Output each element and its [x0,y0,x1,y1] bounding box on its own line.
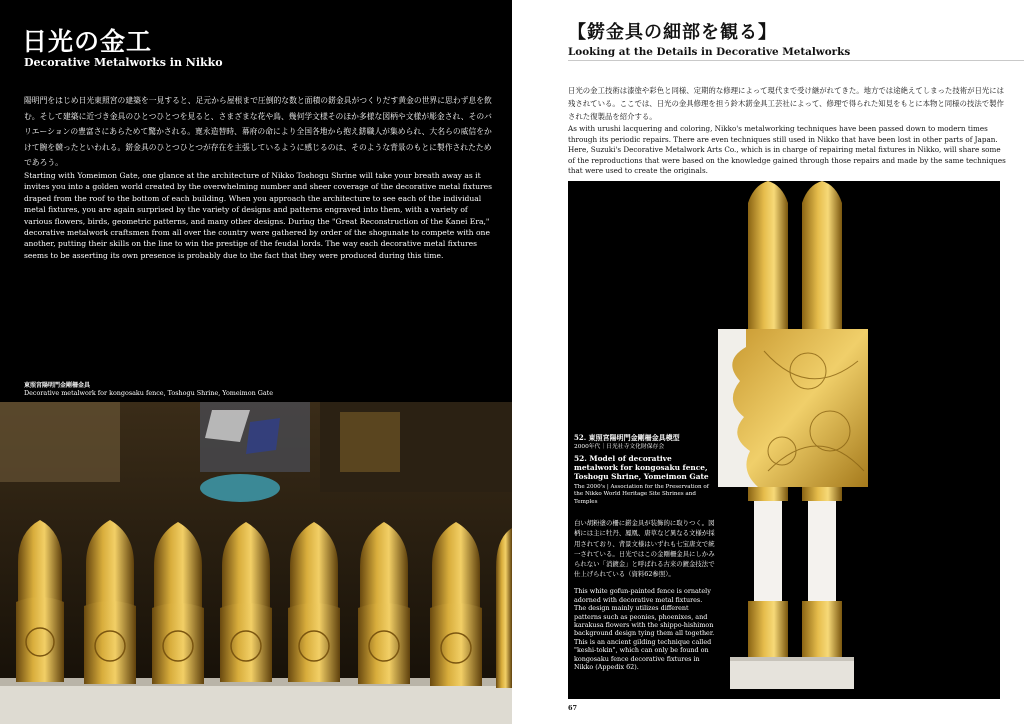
fence-model-photo [568,181,1000,699]
intro-text-jp: 陽明門をはじめ日光東照宮の建築を一見すると、足元から屋根まで圧倒的な数と面積の錺金具がつくりだす黄金の世界に思わず息を飲む。そして建築に近づき金具のひとつひとつを見ると、さまざまな花や鳥、幾何学文様そのほか多様な図柄や文様が彫金され、そのバリエーションの豊富さにあらためて驚かされる。寛永造替時、幕府の命により全国各地から抱え錺職人が集められ、大名らの威信をかけて腕を競ったといわれる。錺金具のひとつひとつが存在を主張しているように感じるのは、そのような背景のもとに製作されたためであろう。 [24,96,492,167]
right-page [512,0,1024,724]
section-heading-jp: 【錺金具の細部を観る】 [568,22,777,43]
figure-date-jp: 2000年代｜日光社寺文化財保存会 [574,444,665,450]
figure-description-en: This white gofun-painted fence is ornately adorned with decorative metal fixtures. The design mainly utilizes different patterns such as peonies, phoenixes, and karakusa flowers with the shippo-hishimon background design tying them all together. This is an ancient gilding technique called "keshi-tokin", which can only be found on kongosaku fence decorative fixtures in Nikko (Appedix 62). [574,587,715,672]
gate-fence-photo [0,402,512,724]
figure-credit: The 2000's | Association for the Preservation of the Nikko World Heritage Site Shrines and Temples [574,484,709,505]
figure-title-en: 52. Model of decorative metalwork for kongosaku fence, Toshogu Shrine, Yomeimon Gate [574,454,709,481]
intro-text-en: Starting with Yomeimon Gate, one glance at the architecture of Nikko Toshogu Shrine will take your breath away as it invites you into a golden world created by the overwhelming number and sheer coverage of the decorative metal fixtures draped from the roof to the bottom of each building. When you approach the architecture to see each of the individual metal fixtures, you are again surprised by the variety of designs and patterns engraved into them, with a variety of various flowers, birds, geometric patterns, and many other designs. During the "Great Reconstruction of the Kanei Era," decorative metalwork craftsmen from all over the country were gathered by order of the shogunate to compete with one another, putting their skills on the line to win the prestige of the feudal lords. The way each decorative metal fixtures seems to be asserting its own presence is probably due to the fact that they were produced during this time. [24,171,493,260]
figure-description-jp: 白い胡粉塗の柵に錺金具が装飾的に取りつく。図柄には主に牡丹、鳳凰、唐草など異なる文様が採用されており、背景文様はいずれも七宝唐文で統一されている。日光ではこの金剛柵金具にしかみられない「消鍍金」と呼ばれる古来の鍍金技法で仕上げられている（資料62参照）。 [574,519,715,579]
photo-caption-jp: 東照宮陽明門金剛柵金具 [24,382,91,389]
figure-caption [574,433,716,672]
page-title-jp: 日光の金工 [22,27,153,56]
section-text-en: As with urushi lacquering and coloring, Nikko's metalworking techniques have been passed down to modern times through its periodic repairs. There are even techniques still used in Nikko that have been lost in other parts of Japan. Here, Suzuki's Decorative Metalwork Arts Co., which is in charge of repairing metal fixtures in Nikko, will share some of the reproductions that were based on the knowledge gained through those repairs and made by the same techniques that were used to create the originals. [568,124,1006,176]
section-heading-en: Looking at the Details in Decorative Metalworks [568,46,851,58]
heading-divider [568,60,1024,61]
figure-number-jp: 52. 東照宮陽明門金剛柵金具模型 [574,433,680,442]
photo-caption-en: Decorative metalwork for kongosaku fence, Toshogu Shrine, Yomeimon Gate [24,389,274,397]
page-title-en: Decorative Metalworks in Nikko [24,56,223,69]
section-text-jp: 日光の金工技術は漆塗や彩色と同様、定期的な修理によって現代まで受け継がれてきた。地方では途絶えてしまった技術が日光には残されている。ここでは、日光の金具修理を担う鈴木錺金具工芸社によって、修理で得られた知見をもとに本物と同様の技法で製作された復製品を紹介する。 [568,86,1005,121]
page-number: 67 [568,704,578,712]
